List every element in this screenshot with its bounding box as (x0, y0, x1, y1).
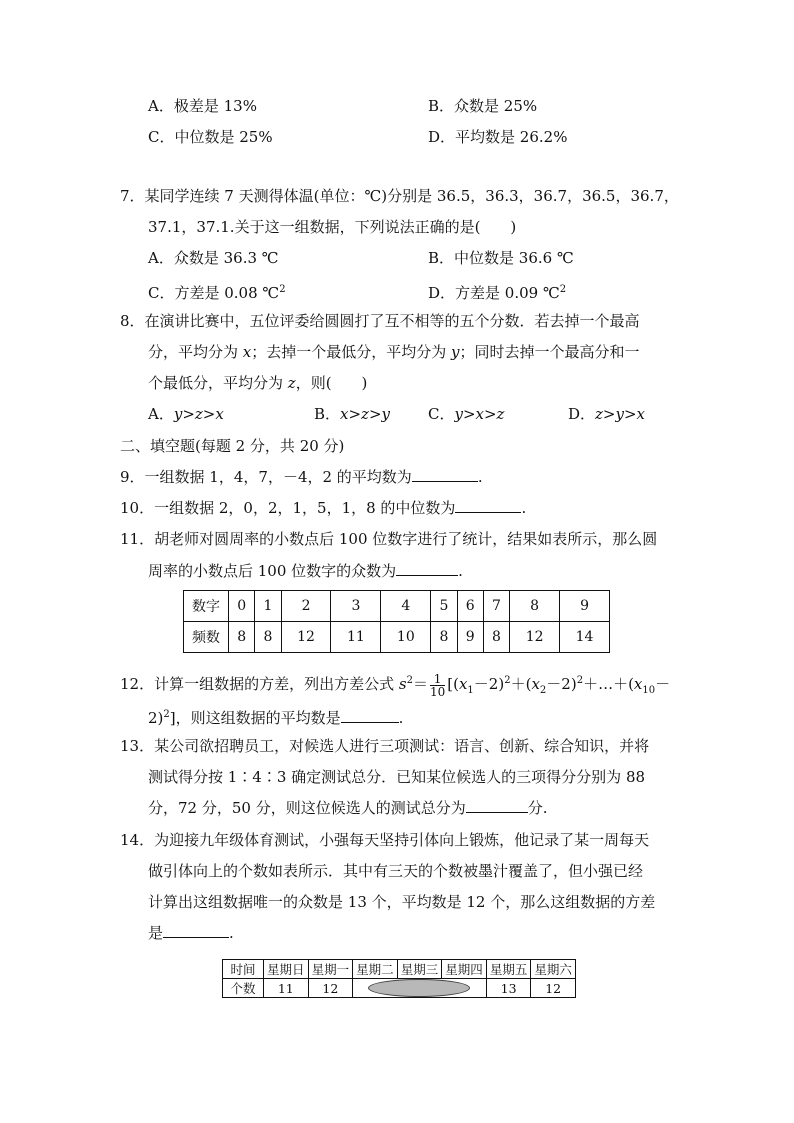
q14-line3: 计算出这组数据唯一的众数是 13 个，平均数是 12 个，那么这组数据的方差 (148, 893, 656, 911)
table-cell: 12 (281, 622, 331, 653)
table-cell: 8 (431, 622, 457, 653)
table-cell: 11 (331, 622, 381, 653)
table-header-cell: 数字 (184, 591, 229, 622)
answer-blank (163, 923, 229, 938)
table-cell: 11 (264, 979, 309, 998)
answer-blank (396, 561, 458, 576)
answer-blank (341, 708, 399, 723)
q6-option-a: A．极差是 13% (148, 97, 257, 115)
table-cell: 1 (255, 591, 281, 622)
answer-blank (412, 467, 478, 482)
table-cell: 4 (381, 591, 431, 622)
table-cell: 6 (457, 591, 483, 622)
q13-line3: 分，72 分，50 分，则这位候选人的测试总分为 分. (148, 799, 548, 817)
table-cell: 0 (229, 591, 255, 622)
table-cell: 12 (308, 979, 353, 998)
table-header-cell: 个数 (223, 979, 264, 998)
q14-table (222, 959, 576, 998)
table-cell: 12 (510, 622, 560, 653)
q7-line2: 37.1，37.1.关于这一组数据，下列说法正确的是( ) (148, 218, 517, 236)
table-cell: 9 (560, 591, 610, 622)
q12-line2: 2)$^2$]，则这组数据的平均数是 . (148, 709, 404, 727)
table-header-cell: 频数 (184, 622, 229, 653)
q6-option-d: D．平均数是 26.2% (428, 128, 568, 146)
q8-option-a: A．y>z>x (148, 405, 224, 423)
table-cell: 9 (457, 622, 483, 653)
table-row (184, 591, 610, 622)
table-cell: 12 (531, 979, 576, 998)
table-cell: 14 (560, 622, 610, 653)
table-cell: 7 (483, 591, 509, 622)
q9: 9．一组数据 1，4，7，－4，2 的平均数为 . (120, 468, 483, 486)
q13-line2: 测试得分按 1∶4∶3 确定测试总分．已知某位候选人的三项得分分别为 88 (148, 768, 646, 786)
table-cell: 星期日 (264, 960, 309, 979)
table-row (184, 622, 610, 653)
table-cell: 10 (381, 622, 431, 653)
table-cell: 星期一 (308, 960, 353, 979)
q8-option-b: B．x>z>y (314, 405, 391, 423)
table-cell: 3 (331, 591, 381, 622)
ink-blot-cell (353, 979, 487, 998)
q14-line1: 14．为迎接九年级体育测试，小强每天坚持引体向上锻炼，他记录了某一周每天 (120, 831, 650, 849)
table-cell: 8 (255, 622, 281, 653)
table-cell: 星期六 (531, 960, 576, 979)
q11-line2: 周率的小数点后 100 位数字的众数为 . (148, 562, 463, 580)
table-cell: 13 (486, 979, 531, 998)
q8-line1: 8．在演讲比赛中，五位评委给圆圆打了互不相等的五个分数．若去掉一个最高 (120, 312, 640, 330)
q14-line4: 是 . (148, 924, 234, 942)
q7-option-c: C．方差是 0.08 ℃$^2$ (148, 284, 286, 302)
q11-table (183, 590, 610, 653)
table-cell: 星期五 (486, 960, 531, 979)
table-cell: 星期四 (442, 960, 487, 979)
section-title: 二、填空题(每题 2 分，共 20 分) (120, 437, 345, 455)
q8-option-c: C．y>x>z (428, 405, 505, 423)
table-cell: 8 (483, 622, 509, 653)
answer-blank (455, 498, 521, 513)
fraction: $\frac{1}{10}$ (429, 671, 446, 699)
table-row (223, 979, 576, 998)
q12-line1: 12．计算一组数据的方差，列出方差公式 $s^2=$ $\frac{1}{10}$ [$(x_1-2)^2+(x_2-2)^2+\dots+(x_{10}-$ (120, 671, 671, 699)
table-cell: 2 (281, 591, 331, 622)
q8-line3: 个最低分，平均分为 z，则( ) (148, 374, 368, 392)
table-header-cell: 时间 (223, 960, 264, 979)
q14-line2: 做引体向上的个数如表所示．其中有三天的个数被墨汁覆盖了，但小强已经 (148, 862, 644, 880)
table-cell: 8 (229, 622, 255, 653)
answer-blank (466, 798, 528, 813)
q8-line2: 分，平均分为 x；去掉一个最低分，平均分为 y；同时去掉一个最高分和一 (148, 343, 640, 361)
q11-line1: 11．胡老师对圆周率的小数点后 100 位数字进行了统计，结果如表所示，那么圆 (120, 530, 658, 548)
table-row (223, 960, 576, 979)
table-cell: 5 (431, 591, 457, 622)
ink-blot (368, 979, 470, 997)
q10: 10．一组数据 2，0，2，1，5，1，8 的中位数为 . (120, 499, 527, 517)
q13-line1: 13．某公司欲招聘员工，对候选人进行三项测试：语言、创新、综合知识，并将 (120, 737, 650, 755)
q6-option-b: B．众数是 25% (428, 97, 538, 115)
table-cell: 8 (510, 591, 560, 622)
q7-option-a: A．众数是 36.3 ℃ (148, 249, 279, 267)
q7-option-d: D．方差是 0.09 ℃$^2$ (428, 284, 567, 302)
q8-option-d: D．z>y>x (568, 405, 646, 423)
q7-option-b: B．中位数是 36.6 ℃ (428, 249, 574, 267)
table-cell: 星期三 (397, 960, 442, 979)
table-cell: 星期二 (353, 960, 398, 979)
q6-option-c: C．中位数是 25% (148, 128, 273, 146)
q7-line1: 7．某同学连续 7 天测得体温(单位：℃)分别是 36.5，36.3，36.7，36.5，36.7， (120, 187, 679, 205)
